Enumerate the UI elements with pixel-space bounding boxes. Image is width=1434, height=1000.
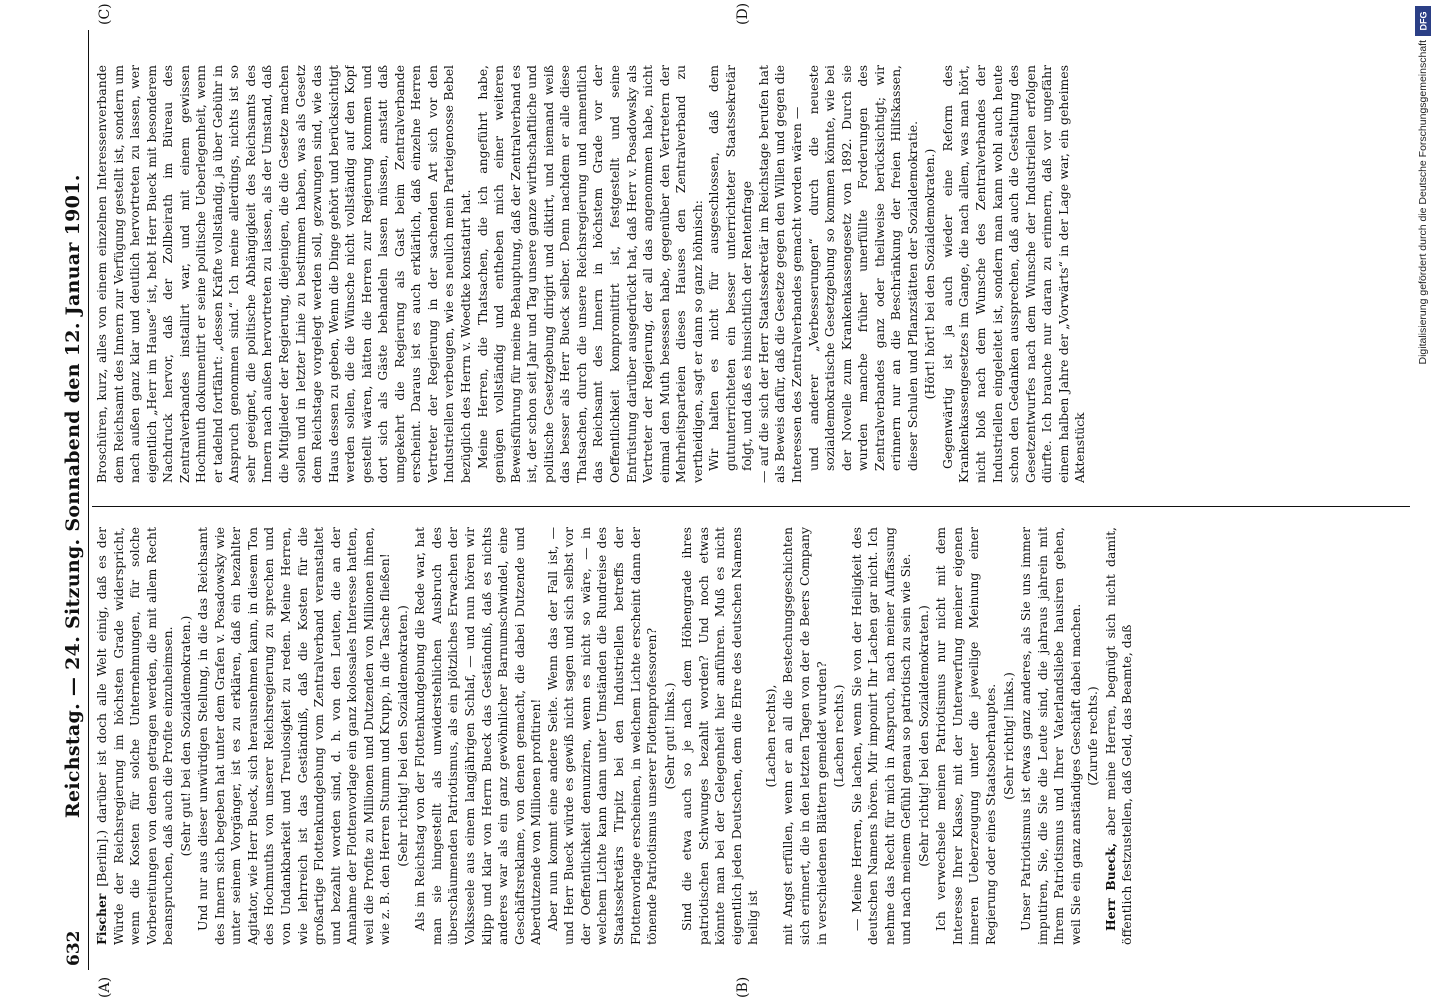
paragraph: mit Angst erfüllen, wenn er an all die Bestechungsgeschichten sich erinnert, die in den letzten Tagen von der de Beers Company in verschiedenen Blättern gemeldet wurden?	[780, 527, 829, 945]
paragraph: Herr Bueck, aber meine Herren, begnügt sich nicht damit, öffentlich festzustellen, daß Geld, das Beamte, daß	[1102, 527, 1135, 945]
paragraph: Meine Herren, die Thatsachen, die ich angeführt habe, genügen vollständig und entheben mich einer weiteren Beweisführung für meine Behauptung, daß der Zentralverband es ist, der schon seit Jahr und Tag unsere ganze wirthschaftliche und politische Gesetzgebung dirigirt und diktirt, und niemand weiß das besser als Herr Bueck selber. Denn nachdem er alle diese Thatsachen, durch die unsere Reichsregierung und namentlich das Reichsamt des Innern in höchstem Grade vor der Oeffentlichkeit kompromittirt ist, festgestellt und seine Entrüstung darüber ausgedrückt hat, daß Herr v. Posadowsky als Vertreter der Regierung, der all das angenommen habe, nicht einmal den Muth besessen habe, gegenüber den Vertretern der Mehrheitsparteien dieses Hauses den Zentralverband zu vertheidigen, sagt er dann so ganz höhnisch:	[474, 65, 705, 483]
remark: (Sehr richtig! bei den Sozialdemokraten.)	[394, 605, 410, 867]
paragraph: Sind die etwa auch so je nach dem Höhengrade ihres patriotischen Schwunges bezahlt worden? Und noch etwas könnte man bei der Gelegenheit hier anführen. Muß es nicht eigentlich jeden Deutschen, dem die Ehre des deutschen Namens heilig ist	[679, 527, 761, 945]
margin-mark-d: (D)	[735, 2, 751, 25]
remark: (Lachen rechts.)	[831, 684, 847, 788]
header-rule	[88, 30, 89, 970]
left-column	[94, 527, 1404, 945]
remark: (Sehr richtig! bei den Sozialdemokraten.)	[915, 605, 931, 867]
quotation: und anderer „Verbesserungen“ durch die neueste sozialdemokratische Gesetzgebung so kommen könnte, wie bei der Novelle zum Krankenkassengesetz von 1892. Durch sie wurden manche früher unerfüllte Forderungen des Zentralverbandes ganz oder theilweise berücksichtigt; wir erinnern nur an die Beschränkung der freien Hilfskassen, dieser Schulen und Pflanzstätten der Sozialdemokratie.	[805, 65, 920, 471]
paragraph: Und nur aus dieser unwürdigen Stellung, in die das Reichsamt des Innern sich begeben hat unter dem Grafen v. Posadowsky wie unter seinem Vorgänger, ist es zu erklären, daß ein bezahlter Agitator, wie Herr Bueck, sich herausnehmen kann, in diesem Ton des Hochmuths von unserer Reichsregierung zu sprechen und von Undankbarkeit und Treulosigkeit zu reden. Meine Herren, wie lehrreich ist das Geständniß, daß die Kosten für die großartige Flottenkundgebung vom Zentralverband veranstaltet und bezahlt worden sind, d. h. von den Leuten, die an der Annahme der Flottenvorlage ein ganz kolossales Interesse hatten, weil die Profite zu Millionen und Dutzenden von Millionen ihnen, wie z. B. den Herren Stumm und Krupp, in die Tasche fließen!	[195, 527, 393, 945]
dfg-logo: DFG	[1415, 6, 1431, 36]
margin-mark-c: (C)	[97, 3, 113, 25]
paragraph: — auf die sich der Herr Staatssekretär im Reichstage berufen hat als Beweis dafür, daß die Gesetze gegen den Willen und gegen die Interessen des Zentralverbandes gemacht worden wären —	[755, 65, 804, 483]
remark: (Hört! hört! bei den Sozialdemokraten.)	[922, 148, 938, 400]
remark: (Zurufe rechts.)	[1085, 686, 1101, 786]
paragraph: Fischer [Berlin].) darüber ist doch alle Welt einig, daß es der Würde der Reichsregierung im höchsten Grade widerspricht, wenn die Kosten für solche Unternehmungen, für solche Vorbereitungen von denen getragen werden, die mit allem Recht beanspruchen, daß auch die Profite einzuheimsen.	[94, 527, 176, 945]
funding-credit: Digitalisierung gefördert durch die Deutsche Forschungsgemeinschaft	[1417, 40, 1429, 365]
page-number: 632	[64, 930, 84, 966]
paragraph: Unser Patriotismus ist etwas ganz anderes, als Sie uns immer imputiren, Sie, die Sie die Leute sind, die jahraus jahrein mit Ihrem Patriotismus und Ihrer Vaterlandsliebe hausiren gehen, weil Sie ein ganz anständiges Geschäft dabei machen.	[1018, 527, 1083, 945]
paragraph: Ich verwechsele meinen Patriotismus nur nicht mit dem Interesse Ihrer Klasse, mit der Unterwerfung meiner eigenen inneren Ueberzeugung unter die jeweilige Meinung einer Regierung oder eines Staatsoberhauptes.	[933, 527, 998, 945]
speaker-name: Herr Bueck,	[1102, 842, 1118, 931]
page-title: Reichstag. — 24. Sitzung. Sonnabend den 12. Januar 1901.	[62, 174, 84, 819]
remark: (Sehr gut! links.)	[661, 682, 677, 790]
paragraph: Gegenwärtig ist ja auch wieder eine Reform des Krankenkassengesetzes im Gange, die nach allem, was man hört, nicht bloß nach dem Wunsche des Zentralverbandes der Industriellen eingeleitet ist, sondern man kann wohl auch heute schon den Gedanken aussprechen, daß auch die Gestaltung des Gesetzentwurfes nach dem Wunsche der Industriellen erfolgen dürfte. Ich brauche nur daran zu erinnern, daß vor ungefähr einem halben Jahre der „Vorwärts“ in der Lage war, ein geheimes Aktenstück	[939, 65, 1088, 483]
speaker-name: Fischer	[94, 893, 109, 945]
column-divider	[92, 506, 1410, 507]
paragraph: Aber nun kommt eine andere Seite. Wenn das der Fall ist, — und Herr Bueck würde es gewiß nicht sagen und sich selbst vor der Oeffentlichkeit denunziren, wenn es nicht so wäre, — in welchem Lichte kann dann unter Umständen die Rundreise des Staatssekretärs Tirpitz bei den Industriellen betreffs der Flottenvorlage erscheinen, in welchem Lichte erscheint dann der tönende Patriotismus unserer Flottenprofessoren?	[544, 527, 660, 945]
right-column	[94, 65, 1404, 483]
margin-mark-a: (A)	[97, 976, 113, 998]
margin-mark-b: (B)	[735, 976, 751, 998]
paragraph: — Meine Herren, Sie lachen, wenn Sie von der Heiligkeit des deutschen Namens hören. Mir imponirt Ihr Lachen gar nicht. Ich nehme das Recht für mich in Anspruch, nach meiner Auffassung und nach meinem Gefühl genau so patriotisch zu sein wie Sie.	[848, 527, 914, 945]
digitization-sidebar	[1412, 0, 1434, 1000]
remark: (Lachen rechts),	[762, 684, 778, 788]
paragraph: Als im Reichstag von der Flottenkundgebung die Rede war, hat man sie hingestellt als unwiderstehlichen Ausbruch des überschäumenden Patriotismus, als ein plötzliches Erwachen der Volksseele aus einem langjährigen Schlaf, — und nun hören wir klipp und klar von Herrn Bueck das Geständniß, daß es nichts anderes war als ein ganz gewöhnlicher Barnumschwindel, eine Geschäftsreklame, von denen gemacht, die dabei Dutzende und Aberdutzende von Millionen profitiren!	[412, 527, 544, 945]
paragraph: Broschüren, kurz, alles von einem einzelnen Interessenverbande dem Reichsamt des Innern zur Verfügung gestellt ist, sondern um nach außen ganz klar und deutlich hervortreten zu lassen, wer eigentlich „Herr im Hause“ ist, hebt Herr Bueck mit besonderem Nachdruck hervor, daß der Zollbeirath im Büreau des Zentralverbandes installirt war, und mit einem gewissen Hochmuth dokumentirt er seine politische Ueberlegenheit, wenn er tadelnd fortfährt: „dessen Kräfte vollständig, ja über Gebühr in Anspruch genommen sind.“ Ich meine allerdings, nichts ist so sehr geeignet, die politische Abhängigkeit des Reichsamts des Innern nach außen hervortreten zu lassen, als der Umstand, daß die Mitglieder der Regierung, diejenigen, die die Gesetze machen sollen und in letzter Linie zu bestimmen haben, was als Gesetz dem Reichstage vorgelegt werden soll, gezwungen sind, wie das Haus dessen zu geben, Wenn die Dinge gehört und berücksichtigt werden sollen, die die Wünsche nicht vollständig auf den Kopf gestellt wären, hätten die Herren zur Regierung kommen und dort sich als Gäste behandeln lassen müssen, anstatt daß umgekehrt die Regierung als Gast beim Zentralverbande erscheint. Daraus ist es auch erklärlich, daß einzelne Herren Vertreter der Regierung in der sachenden Art sich vor den Industriellen verbeugen, wie es neulich mein Parteigenosse Bebel bezüglich des Herrn v. Woedtke konstatirt hat.	[94, 65, 474, 483]
quotation: Wir halten es nicht für ausgeschlossen, daß dem gutunterrichteten ein besser unterrichteter Staatssekretär folgt, und daß es hinsichtlich der Rentenfrage	[706, 65, 755, 471]
remark: (Sehr richtig! links.)	[1000, 672, 1016, 800]
page-header	[50, 34, 84, 966]
remark: (Sehr gut! bei den Sozialdemokraten.)	[177, 615, 193, 857]
